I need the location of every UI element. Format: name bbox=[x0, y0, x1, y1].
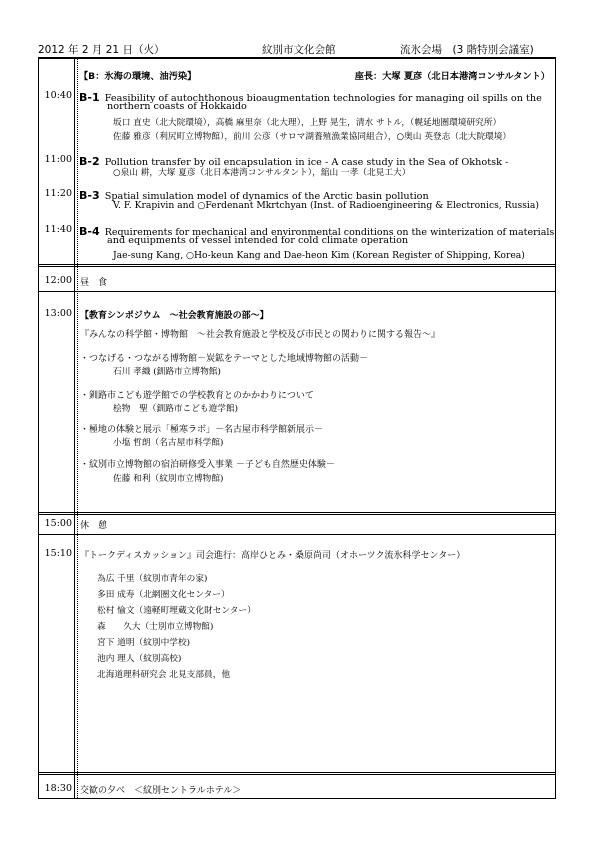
paper-code: B-1 bbox=[79, 91, 100, 104]
participant: 森 久大（士別市立博物館) bbox=[97, 622, 214, 632]
symposium-item-presenter: 佐藤 和利（紋別市立博物館) bbox=[113, 474, 224, 484]
content-divider bbox=[77, 58, 78, 798]
participant: 北海道理科研究会 北見支部員，他 bbox=[97, 670, 231, 680]
paper-authors: Jae-sung Kang, ○Ho-keun Kang and Dae-heon Kim (Korean Register of Shipping, Korea) bbox=[113, 250, 525, 261]
separator-after-lunch bbox=[38, 291, 556, 292]
separator-after-session-b bbox=[38, 264, 556, 267]
symposium-item-presenter: 石川 孝織 (釧路市立博物館) bbox=[113, 367, 221, 377]
time-label: 11:40 bbox=[44, 224, 72, 235]
symposium-item-presenter: 小塩 哲朗（名古屋市科学館) bbox=[113, 438, 224, 448]
time-label: 11:00 bbox=[44, 154, 72, 165]
paper-title: Feasibility of autochthonous bioaugmentation technologies for managing oil spills on the bbox=[104, 93, 542, 104]
participant: 松村 愉文（遠軽町埋蔵文化財センター） bbox=[97, 606, 256, 616]
header-room: 流氷会場 (3 階特別会議室) bbox=[400, 44, 534, 56]
session-heading: 【B：氷海の環境、油汚染】 bbox=[79, 71, 197, 82]
time-label: 11:20 bbox=[44, 188, 72, 199]
time-label: 13:00 bbox=[44, 308, 72, 319]
time-label: 15:10 bbox=[44, 548, 72, 559]
paper-authors-cont: 佐藤 雅彦（利尻町立博物館），前川 公彦（サロマ湖養殖漁業協同組合），○奥山 英登志（北大院環境） bbox=[113, 132, 512, 142]
participant: 宮下 道明（紋別中学校) bbox=[97, 638, 191, 648]
header-venue: 紋別市文化会館 bbox=[262, 44, 336, 56]
time-label: 10:40 bbox=[44, 90, 72, 101]
symposium-heading: 【教育シンポジウム ～社会教育施設の部～】 bbox=[80, 311, 269, 321]
break-label: 休 憩 bbox=[80, 521, 108, 531]
time-label: 15:00 bbox=[44, 518, 72, 529]
discussion-heading: 『トークディスカッション』司会進行：高岸ひとみ・桑原尚司（オホーツク流氷科学センター） bbox=[80, 551, 466, 561]
paper-code: B-2 bbox=[79, 155, 100, 168]
paper-authors: V. F. Krapivin and ○Ferdenant Mkrtchyan (Inst. of Radioengineering & Electronics, Russia) bbox=[113, 200, 539, 211]
paper-title: Spatial simulation model of dynamics of the Arctic basin pollution bbox=[104, 191, 429, 202]
symposium-item-presenter: 桧物 聖（釧路市こども遊学館) bbox=[113, 404, 239, 414]
symposium-item-title: ・釧路市こども遊学館での学校教育とのかかわりについて bbox=[80, 391, 314, 401]
paper-title: Requirements for mechanical and environmental conditions on the winterization of materials bbox=[104, 227, 555, 238]
paper-authors: ○泉山 耕，大塚 夏彦（北日本港湾コンサルタント），舘山 一孝（北見工大） bbox=[113, 168, 411, 178]
symposium-item-title: ・紋別市立博物館の宿泊研修受入事業 －子ども自然歴史体験－ bbox=[80, 460, 335, 470]
participant: 多田 成寿（北網圏文化センター） bbox=[97, 590, 230, 600]
separator-after-break bbox=[38, 534, 556, 535]
paper-title-cont: and equipments of vessel intended for cold climate operation bbox=[107, 235, 409, 246]
lunch-label: 昼 食 bbox=[80, 278, 108, 288]
symposium-item-title: ・極地の体験と展示「極寒ラボ」－名古屋市科学館新展示－ bbox=[80, 425, 324, 435]
paper-title: Pollution transfer by oil encapsulation in ice - A case study in the Sea of Okhotsk - bbox=[104, 157, 509, 168]
symposium-subtitle: 『みんなの科学館・博物館 ～社会教育施設と学校及び市民との関わりに関する報告～』 bbox=[80, 330, 441, 340]
time-label: 18:30 bbox=[44, 783, 72, 794]
time-column-divider bbox=[74, 58, 75, 798]
paper-authors: 坂口 直史（北大院環境），高橋 麻里奈（北大理），上野 晃生，清水 サトル，（幌延地圏環境研究所） bbox=[113, 118, 502, 128]
participant: 池内 理人（紋別高校) bbox=[97, 654, 182, 664]
symposium-item-title: ・つなげる・つながる博物館－炭鉱をテーマとした地域博物館の活動－ bbox=[80, 354, 369, 364]
reception-label: 交歓の夕べ ＜紋別セントラルホテル＞ bbox=[80, 786, 242, 796]
header-date: 2012 年 2 月 21 日（火） bbox=[38, 44, 165, 56]
paper-code: B-4 bbox=[79, 225, 100, 238]
session-chair: 座長：大塚 夏彦（北日本港湾コンサルタント） bbox=[354, 71, 550, 82]
separator-after-symposium bbox=[38, 512, 556, 515]
separator-before-reception bbox=[38, 772, 556, 775]
participant: 為広 千里（紋別市青年の家) bbox=[97, 574, 208, 584]
paper-title-cont: northern coasts of Hokkaido bbox=[107, 101, 247, 112]
paper-code: B-3 bbox=[79, 189, 100, 202]
time-label: 12:00 bbox=[44, 275, 72, 286]
